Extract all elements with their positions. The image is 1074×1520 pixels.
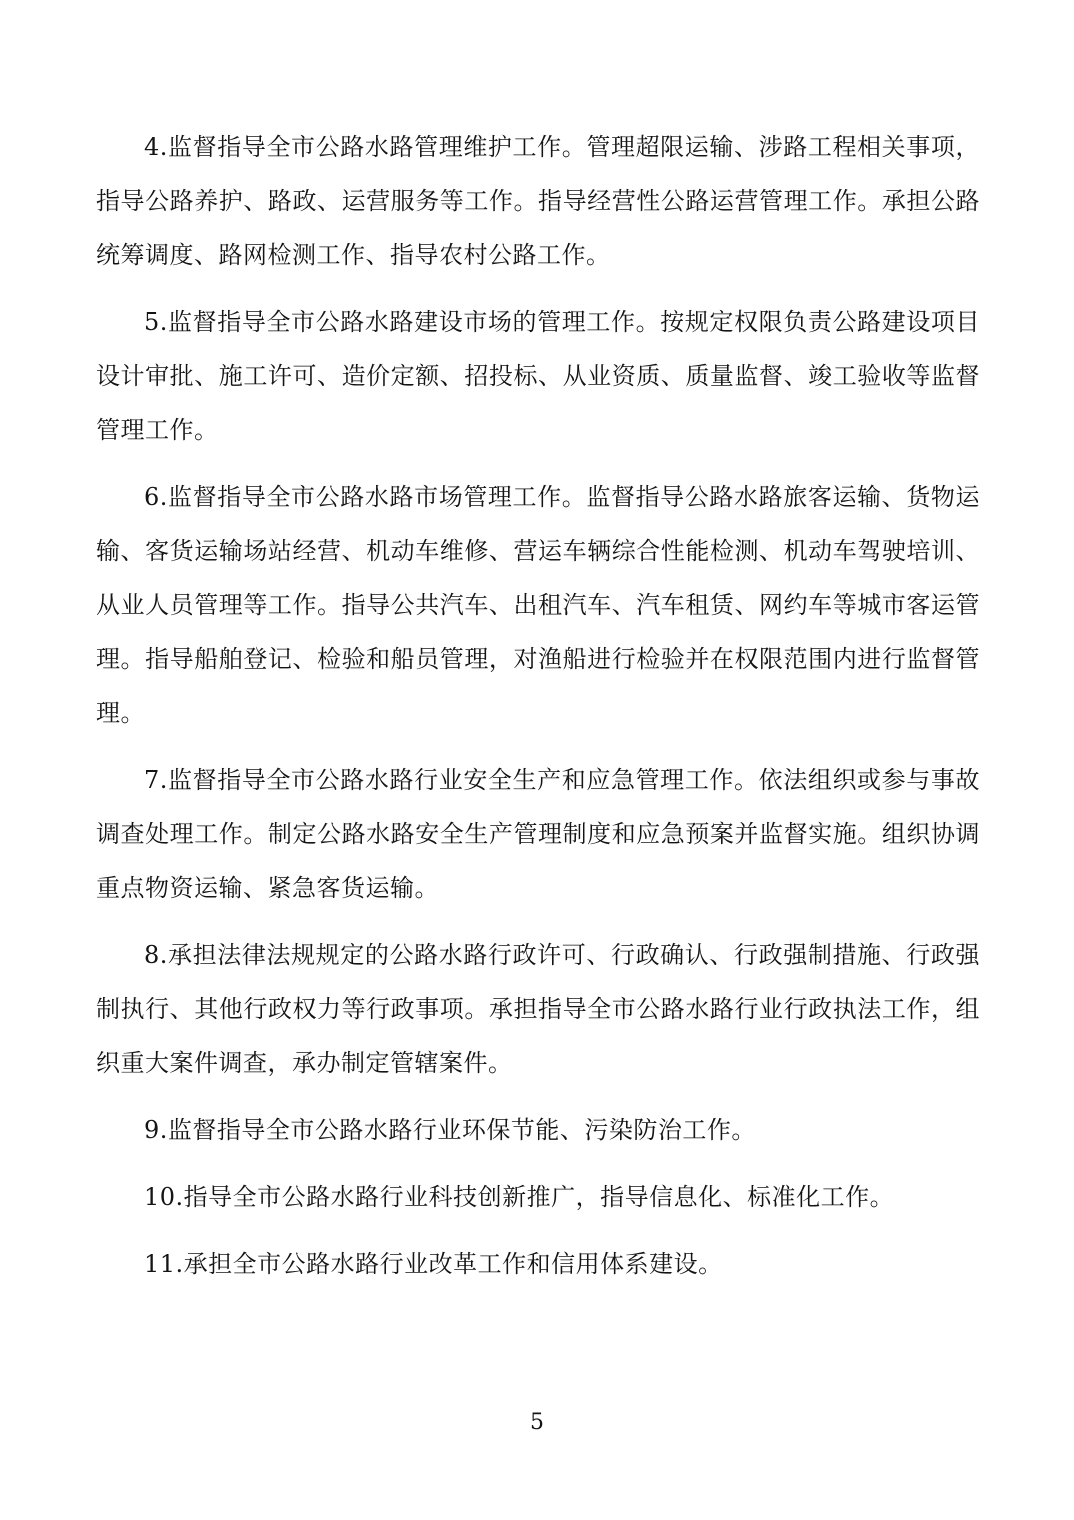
paragraph-item-8: 8.承担法律法规规定的公路水路行政许可、行政确认、行政强制措施、行政强制执行、其他行政权力等行政事项。承担指导全市公路水路行业行政执法工作，组织重大案件调查，承办制定管辖案件。 [96,941,980,1077]
paragraph-item-6: 6.监督指导全市公路水路市场管理工作。监督指导公路水路旅客运输、货物运输、客货运输场站经营、机动车维修、营运车辆综合性能检测、机动车驾驶培训、从业人员管理等工作。指导公共汽车、出租汽车、汽车租赁、网约车等城市客运管理。指导船舶登记、检验和船员管理，对渔船进行检验并在权限范围内进行监督管理。 [96,483,980,727]
page-number: 5 [530,1410,544,1435]
paragraph-item-7: 7.监督指导全市公路水路行业安全生产和应急管理工作。依法组织或参与事故调查处理工作。制定公路水路安全生产管理制度和应急预案并监督实施。组织协调重点物资运输、紧急客货运输。 [96,766,980,902]
paragraph-item-4: 4.监督指导全市公路水路管理维护工作。管理超限运输、涉路工程相关事项，指导公路养护、路政、运营服务等工作。指导经营性公路运营管理工作。承担公路统筹调度、路网检测工作、指导农村公路工作。 [96,133,980,269]
paragraph-item-10: 10.指导全市公路水路行业科技创新推广，指导信息化、标准化工作。 [144,1183,895,1211]
document-body [96,120,980,1304]
paragraph-item-9: 9.监督指导全市公路水路行业环保节能、污染防治工作。 [144,1116,756,1144]
paragraph-item-5: 5.监督指导全市公路水路建设市场的管理工作。按规定权限负责公路建设项目设计审批、施工许可、造价定额、招投标、从业资质、质量监督、竣工验收等监督管理工作。 [96,308,980,444]
paragraph-item-11: 11.承担全市公路水路行业改革工作和信用体系建设。 [144,1250,723,1278]
